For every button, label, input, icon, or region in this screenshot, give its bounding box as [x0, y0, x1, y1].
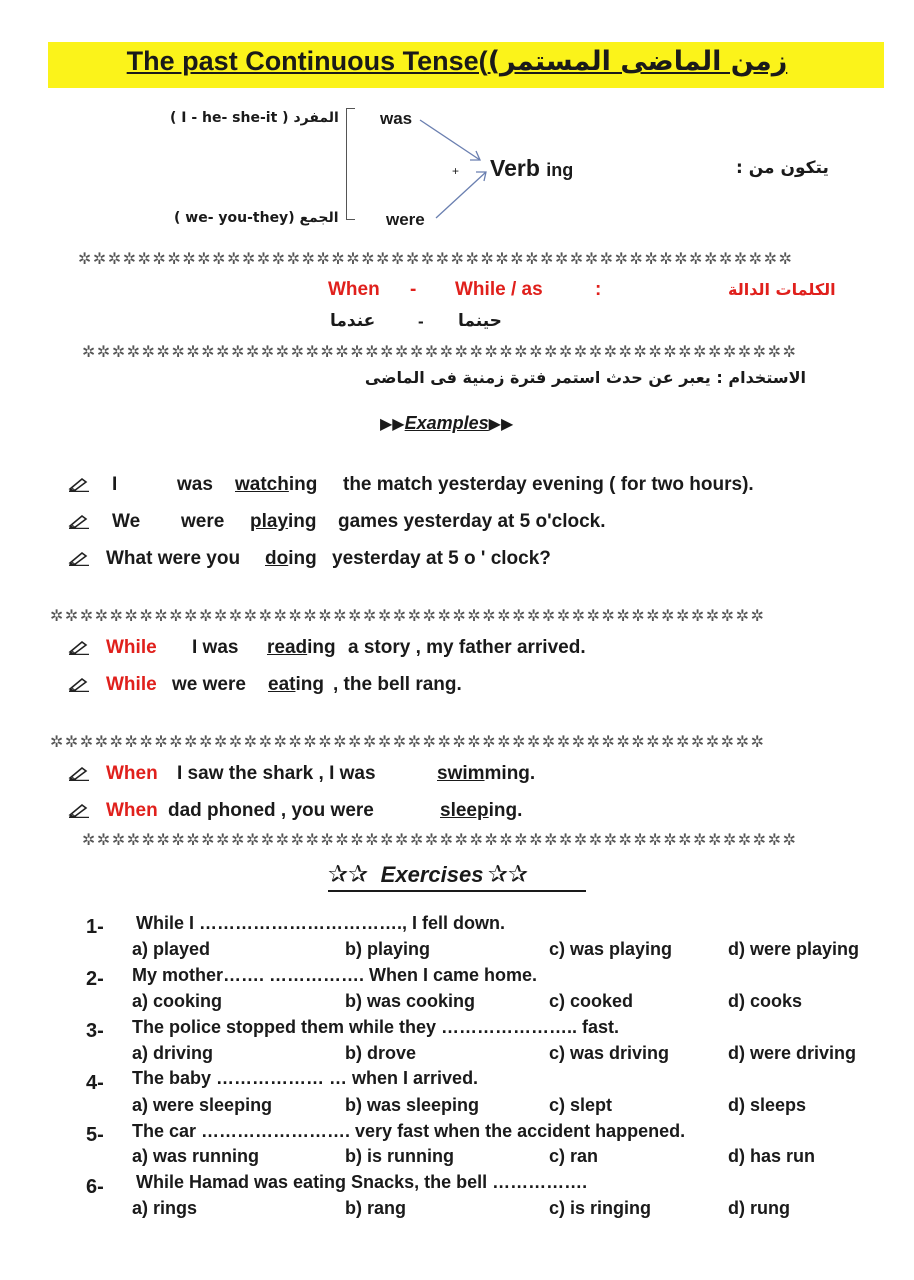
example-word: was: [177, 474, 213, 495]
were-word: were: [386, 210, 425, 229]
example-keyword: When: [106, 800, 158, 821]
exercise-option[interactable]: c) was driving: [549, 1043, 670, 1063]
page-title: [0, 46, 914, 77]
plural-label: ( we- you-they) الجمع: [174, 210, 339, 226]
example-verb: swimming.: [437, 763, 536, 784]
pencil-icon: [68, 676, 90, 692]
example-keyword: While: [106, 674, 157, 695]
exercise-number: 2-: [86, 968, 104, 990]
example-keyword: While: [106, 637, 157, 658]
pencil-icon: [68, 639, 90, 655]
consists-of-label: يتكون من :: [736, 158, 829, 178]
exercise-option[interactable]: c) slept: [549, 1095, 613, 1115]
arabic-while: حينما: [458, 311, 502, 331]
example-word: I saw the shark , I was: [177, 763, 376, 784]
keyword-dash: -: [410, 279, 417, 300]
example-word: the match yesterday evening ( for two hours).: [343, 474, 754, 495]
exercise-option[interactable]: d) has run: [728, 1146, 816, 1166]
exercise-number: 5-: [86, 1124, 104, 1146]
plus-sign: +: [452, 164, 460, 178]
verb-label: [490, 155, 573, 182]
exercise-option[interactable]: a) cooking: [132, 991, 223, 1011]
pencil-icon: [68, 513, 90, 529]
double-arrow-icon: ▶▶: [380, 416, 405, 433]
pencil-icon: [68, 476, 90, 492]
exercise-question: While Hamad was eating Snacks, the bell …………….: [136, 1172, 588, 1192]
arabic-dash: -: [418, 312, 424, 331]
exercise-option[interactable]: d) cooks: [728, 991, 803, 1011]
star-icon: ✰✰: [487, 860, 529, 888]
star-divider: ✲✲✲✲✲✲✲✲✲✲✲✲✲✲✲✲✲✲✲✲✲✲✲✲✲✲✲✲✲✲✲✲✲✲✲✲✲✲✲✲✲✲✲✲✲✲✲✲: [50, 732, 766, 751]
star-icon: ✰✰: [328, 860, 369, 888]
example-verb: sleeping.: [440, 800, 523, 821]
title-english: The past Continuous Tense(: [126, 46, 488, 76]
example-word: were: [181, 511, 225, 532]
verb-word: Verb: [490, 155, 540, 181]
exercise-option[interactable]: a) played: [132, 939, 211, 959]
star-divider: ✲✲✲✲✲✲✲✲✲✲✲✲✲✲✲✲✲✲✲✲✲✲✲✲✲✲✲✲✲✲✲✲✲✲✲✲✲✲✲✲✲✲✲✲✲✲✲✲: [50, 606, 766, 625]
example-verb: watching: [235, 474, 318, 495]
example-word: I: [112, 474, 118, 495]
example-sentence: [68, 763, 98, 785]
example-sentence: [68, 474, 98, 496]
example-word: yesterday at 5 o ' clock?: [332, 548, 551, 569]
example-sentence: [68, 637, 98, 659]
exercise-option[interactable]: b) was sleeping: [345, 1095, 480, 1115]
pencil-icon: [68, 765, 90, 781]
example-verb: playing: [250, 511, 317, 532]
example-keyword: When: [106, 763, 158, 784]
example-word: , the bell rang.: [333, 674, 462, 695]
was-word: was: [380, 109, 413, 128]
exercise-option[interactable]: d) rung: [728, 1198, 790, 1218]
exercise-question: The police stopped them while they ………………….. fast.: [132, 1017, 620, 1037]
exercise-option[interactable]: a) driving: [132, 1043, 214, 1063]
exercise-option[interactable]: b) was cooking: [345, 991, 476, 1011]
example-word: I was: [192, 637, 239, 658]
exercise-option[interactable]: d) were driving: [728, 1043, 857, 1063]
example-verb: doing: [265, 548, 317, 569]
usage-text: الاستخدام : يعبر عن حدث استمر فترة زمنية فى الماضى: [364, 368, 806, 387]
exercise-option[interactable]: d) sleeps: [728, 1095, 807, 1115]
star-divider: ✲✲✲✲✲✲✲✲✲✲✲✲✲✲✲✲✲✲✲✲✲✲✲✲✲✲✲✲✲✲✲✲✲✲✲✲✲✲✲✲✲✲✲✲✲✲✲✲: [82, 342, 798, 361]
keyword-colon: :: [595, 279, 602, 300]
example-word: we were: [172, 674, 246, 695]
example-word: a story , my father arrived.: [348, 637, 586, 658]
example-sentence: [68, 548, 98, 570]
exercise-number: 4-: [86, 1072, 104, 1094]
examples-heading: ▶▶Examples▶▶: [380, 413, 514, 433]
exercise-option[interactable]: c) was playing: [549, 939, 673, 959]
keywords-label-arabic: الكلمات الدالة: [728, 280, 836, 299]
exercise-question: The car ……………………. very fast when the accident happened.: [132, 1121, 686, 1141]
star-divider: ✲✲✲✲✲✲✲✲✲✲✲✲✲✲✲✲✲✲✲✲✲✲✲✲✲✲✲✲✲✲✲✲✲✲✲✲✲✲✲✲✲✲✲✲✲✲✲✲: [78, 249, 794, 268]
exercise-question: My mother……. ……………. When I came home.: [132, 965, 538, 985]
exercise-option[interactable]: b) drove: [345, 1043, 417, 1063]
keyword-when: When: [328, 279, 380, 300]
example-word: games yesterday at 5 o'clock.: [338, 511, 606, 532]
exercise-number: 3-: [86, 1020, 104, 1042]
double-arrow-icon: ▶▶: [488, 416, 514, 433]
example-sentence: [68, 674, 98, 696]
exercise-option[interactable]: a) was running: [132, 1146, 260, 1166]
example-word: What were you: [106, 548, 241, 569]
example-verb: reading: [267, 637, 336, 658]
title-arabic: زمن الماضى المستمر): [487, 46, 788, 77]
pencil-icon: [68, 802, 90, 818]
singular-label: ( I - he- she-it ) المفرد: [170, 110, 339, 126]
exercise-number: 1-: [86, 916, 104, 938]
exercises-title: Exercises: [380, 862, 484, 887]
exercise-option[interactable]: b) playing: [345, 939, 430, 959]
exercise-number: 6-: [86, 1176, 104, 1198]
exercise-option[interactable]: d) were playing: [728, 939, 860, 959]
exercise-question: While I ……………………………., I fell down.: [136, 913, 505, 933]
ing-suffix: ing: [546, 160, 574, 180]
exercise-option[interactable]: b) rang: [345, 1198, 406, 1218]
example-sentence: [68, 511, 98, 533]
exercise-option[interactable]: c) cooked: [549, 991, 634, 1011]
example-verb: eating: [268, 674, 324, 695]
exercise-question: The baby ……………… … when I arrived.: [132, 1068, 479, 1088]
star-divider: ✲✲✲✲✲✲✲✲✲✲✲✲✲✲✲✲✲✲✲✲✲✲✲✲✲✲✲✲✲✲✲✲✲✲✲✲✲✲✲✲✲✲✲✲✲✲✲✲: [82, 830, 798, 849]
exercises-heading: [328, 860, 586, 892]
example-word: dad phoned , you were: [168, 800, 374, 821]
bracket: [346, 108, 355, 220]
keyword-while-as: While / as: [455, 279, 543, 300]
example-sentence: [68, 800, 98, 822]
exercise-option[interactable]: c) ran: [549, 1146, 599, 1166]
exercise-option[interactable]: b) is running: [345, 1146, 454, 1166]
exercise-option[interactable]: a) rings: [132, 1198, 198, 1218]
pencil-icon: [68, 550, 90, 566]
arabic-when: عندما: [330, 311, 376, 331]
example-word: We: [112, 511, 141, 532]
exercise-option[interactable]: c) is ringing: [549, 1198, 652, 1218]
exercise-option[interactable]: a) were sleeping: [132, 1095, 273, 1115]
